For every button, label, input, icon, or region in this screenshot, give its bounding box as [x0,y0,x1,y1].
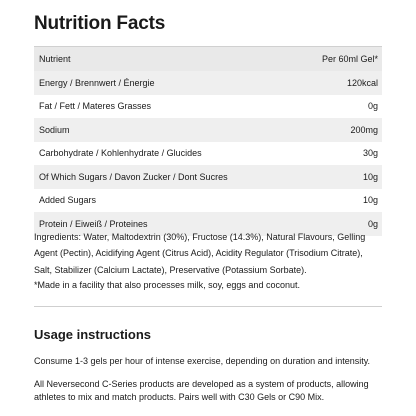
table-header-row [34,47,382,71]
header-nutrient: Nutrient [39,54,71,64]
nutrient-amount: 30g [362,148,378,159]
table-row [34,142,382,166]
nutrient-name: Fat / Fett / Materes Grasses [39,101,152,112]
nutrient-amount: 200mg [350,124,378,135]
nutrient-name: Sodium [39,124,70,135]
table-row [34,189,382,213]
ingredients-text: Ingredients: Water, Maltodextrin (30%), Fructose (14.3%), Natural Flavours, Gelling Agent (Pectin), Acidifying Agent (Citrus Acid), Acidity Regulator (Trisodium Citrate), Salt, Stabilizer (Calcium Lactate), Preservative (Potassium Sorbate). [34,232,366,275]
page-title: Nutrition Facts [34,13,166,34]
nutrient-name: Energy / Brennwert / Énergie [39,77,155,88]
facility-note: *Made in a facility that also processes milk, soy, eggs and coconut. [34,280,300,290]
nutrient-name: Protein / Eiweiß / Proteines [39,218,148,229]
nutrition-table [34,46,382,236]
header-amount: Per 60ml Gel* [321,54,378,64]
nutrient-amount: 0g [367,218,378,229]
nutrient-amount: 120kcal [346,77,378,88]
nutrient-name: Added Sugars [39,195,97,206]
section-divider [34,306,382,307]
nutrient-name: Carbohydrate / Kohlenhydrate / Glucides [39,148,202,159]
table-row [34,165,382,189]
table-row [34,118,382,142]
usage-instruction: Consume 1-3 gels per hour of intense exercise, depending on duration and intensity. [34,356,371,366]
nutrient-name: Of Which Sugars / Davon Zucker / Dont Sucres [39,171,228,182]
nutrient-amount: 10g [362,171,378,182]
nutrient-amount: 10g [362,195,378,206]
table-row [34,71,382,95]
nutrient-amount: 0g [367,101,378,112]
usage-title: Usage instructions [34,327,152,342]
usage-system-note: All Neversecond C-Series products are developed as a system of products, allowing athletes to mix and match products. Pairs well with C30 Gels or C90 Mix. [34,379,369,402]
table-row [34,95,382,119]
